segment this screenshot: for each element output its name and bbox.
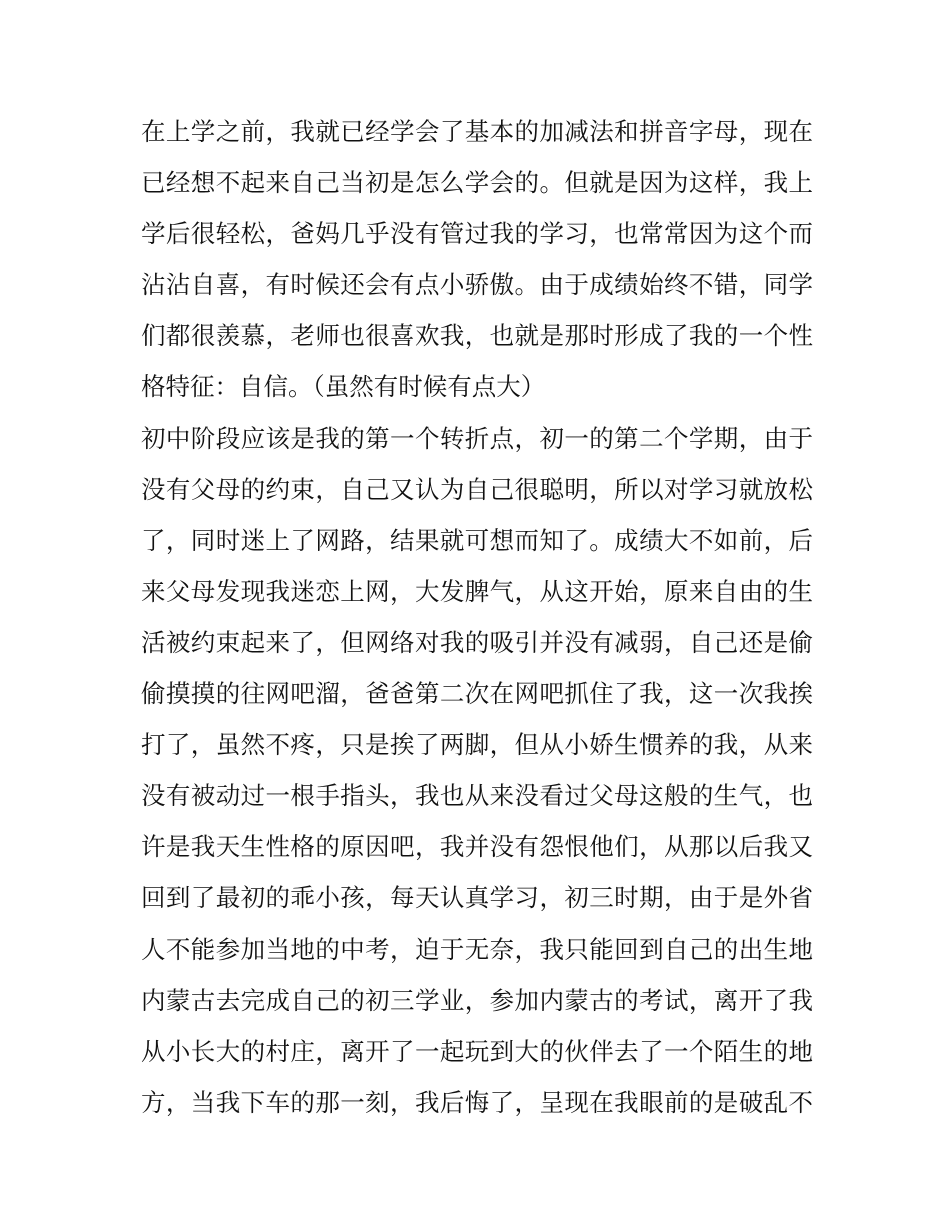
text-line: 格特征：自信。（虽然有时候有点大） [141,372,546,402]
text-line: 内蒙古去完成自己的初三学业，参加内蒙古的考试，离开了我 [141,985,813,1015]
text-line: 沾沾自喜，有时候还会有点小骄傲。由于成绩始终不错，同学 [141,270,813,300]
text-line: 们都很羡慕，老师也很喜欢我，也就是那时形成了我的一个性 [141,321,813,351]
text-line: 许是我天生性格的原因吧，我并没有怨恨他们，从那以后我又 [141,832,813,862]
text-line: 活被约束起来了，但网络对我的吸引并没有减弱，自己还是偷 [141,627,813,657]
text-line: 偷摸摸的往网吧溜，爸爸第二次在网吧抓住了我，这一次我挨 [141,679,813,709]
text-line: 从小长大的村庄，离开了一起玩到大的伙伴去了一个陌生的地 [141,1036,813,1066]
text-line: 初中阶段应该是我的第一个转折点，初一的第二个学期，由于 [141,423,813,453]
text-line: 回到了最初的乖小孩，每天认真学习，初三时期，由于是外省 [141,883,813,913]
text-line: 没有被动过一根手指头，我也从来没看过父母这般的生气，也 [141,781,813,811]
text-line: 方，当我下车的那一刻，我后悔了，呈现在我眼前的是破乱不 [141,1087,813,1117]
text-line: 人不能参加当地的中考，迫于无奈，我只能回到自己的出生地 [141,934,813,964]
text-line: 没有父母的约束，自己又认为自己很聪明，所以对学习就放松 [141,474,813,504]
text-line: 学后很轻松，爸妈几乎没有管过我的学习，也常常因为这个而 [141,219,813,249]
text-line: 在上学之前，我就已经学会了基本的加减法和拼音字母，现在 [141,117,813,146]
text-line: 打了，虽然不疼，只是挨了两脚，但从小娇生惯养的我，从来 [141,730,813,760]
body-text [141,106,813,1128]
text-line: 了，同时迷上了网路，结果就可想而知了。成绩大不如前，后 [141,525,813,555]
text-line: 已经想不起来自己当初是怎么学会的。但就是因为这样，我上 [141,168,813,198]
text-line: 来父母发现我迷恋上网，大发脾气，从这开始，原来自由的生 [141,576,813,606]
